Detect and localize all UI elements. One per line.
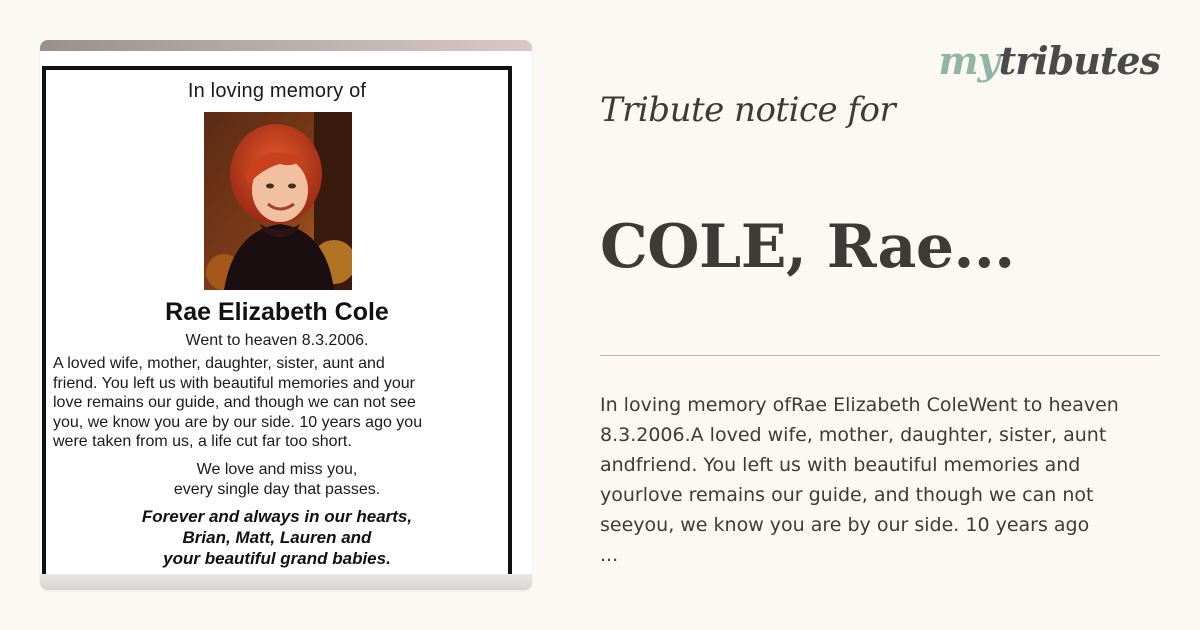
notice-card-bottom xyxy=(40,574,532,590)
love-line: We love and miss you, xyxy=(196,461,358,478)
logo-my: my xyxy=(938,38,999,83)
notice-date: Went to heaven 8.3.2006. xyxy=(185,332,369,349)
family-line: Brian, Matt, Lauren and xyxy=(182,528,372,547)
notice-image[interactable] xyxy=(40,40,532,590)
verse-line: love remains our guide, and though we can not see xyxy=(53,394,416,411)
family-line: Forever and always in our hearts, xyxy=(141,507,413,526)
divider xyxy=(600,355,1160,356)
verse-line: friend. You left us with beautiful memories and your xyxy=(53,374,415,392)
family-line: your beautiful grand babies. xyxy=(163,549,391,568)
excerpt-line: yourlove remains our guide, and though we can not xyxy=(600,484,1094,506)
notice-verse xyxy=(53,354,505,452)
excerpt-line: andfriend. You left us with beautiful memories and xyxy=(600,454,1081,476)
excerpt-line: ... xyxy=(600,544,619,566)
mytributes-logo[interactable] xyxy=(938,38,1160,83)
logo-tributes: tributes xyxy=(998,38,1160,83)
notice-love-lines xyxy=(46,460,508,500)
portrait-photo-icon xyxy=(204,112,352,290)
page-title: COLE, Rae... xyxy=(600,212,1015,282)
tribute-subtitle: Tribute notice for xyxy=(600,90,896,130)
love-line: every single day that passes. xyxy=(173,481,381,498)
excerpt-line: In loving memory ofRae Elizabeth ColeWent to heaven xyxy=(600,394,1119,416)
notice-paper xyxy=(40,51,532,590)
verse-line: A loved wife, mother, daughter, sister, aunt and xyxy=(53,355,385,372)
notice-family-lines xyxy=(46,506,508,569)
verse-line: you, we know you are by our side. 10 years ago you xyxy=(53,413,423,431)
tribute-excerpt xyxy=(600,390,1160,570)
notice-deceased-name: Rae Elizabeth Cole xyxy=(165,298,389,326)
notice-heading: In loving memory of xyxy=(187,80,367,102)
excerpt-line: seeyou, we know you are by our side. 10 years ago xyxy=(600,514,1090,536)
excerpt-line: 8.3.2006.A loved wife, mother, daughter, sister, aunt xyxy=(600,424,1107,446)
notice-border xyxy=(42,66,512,579)
verse-line: were taken from us, a life cut far too short. xyxy=(53,433,352,450)
